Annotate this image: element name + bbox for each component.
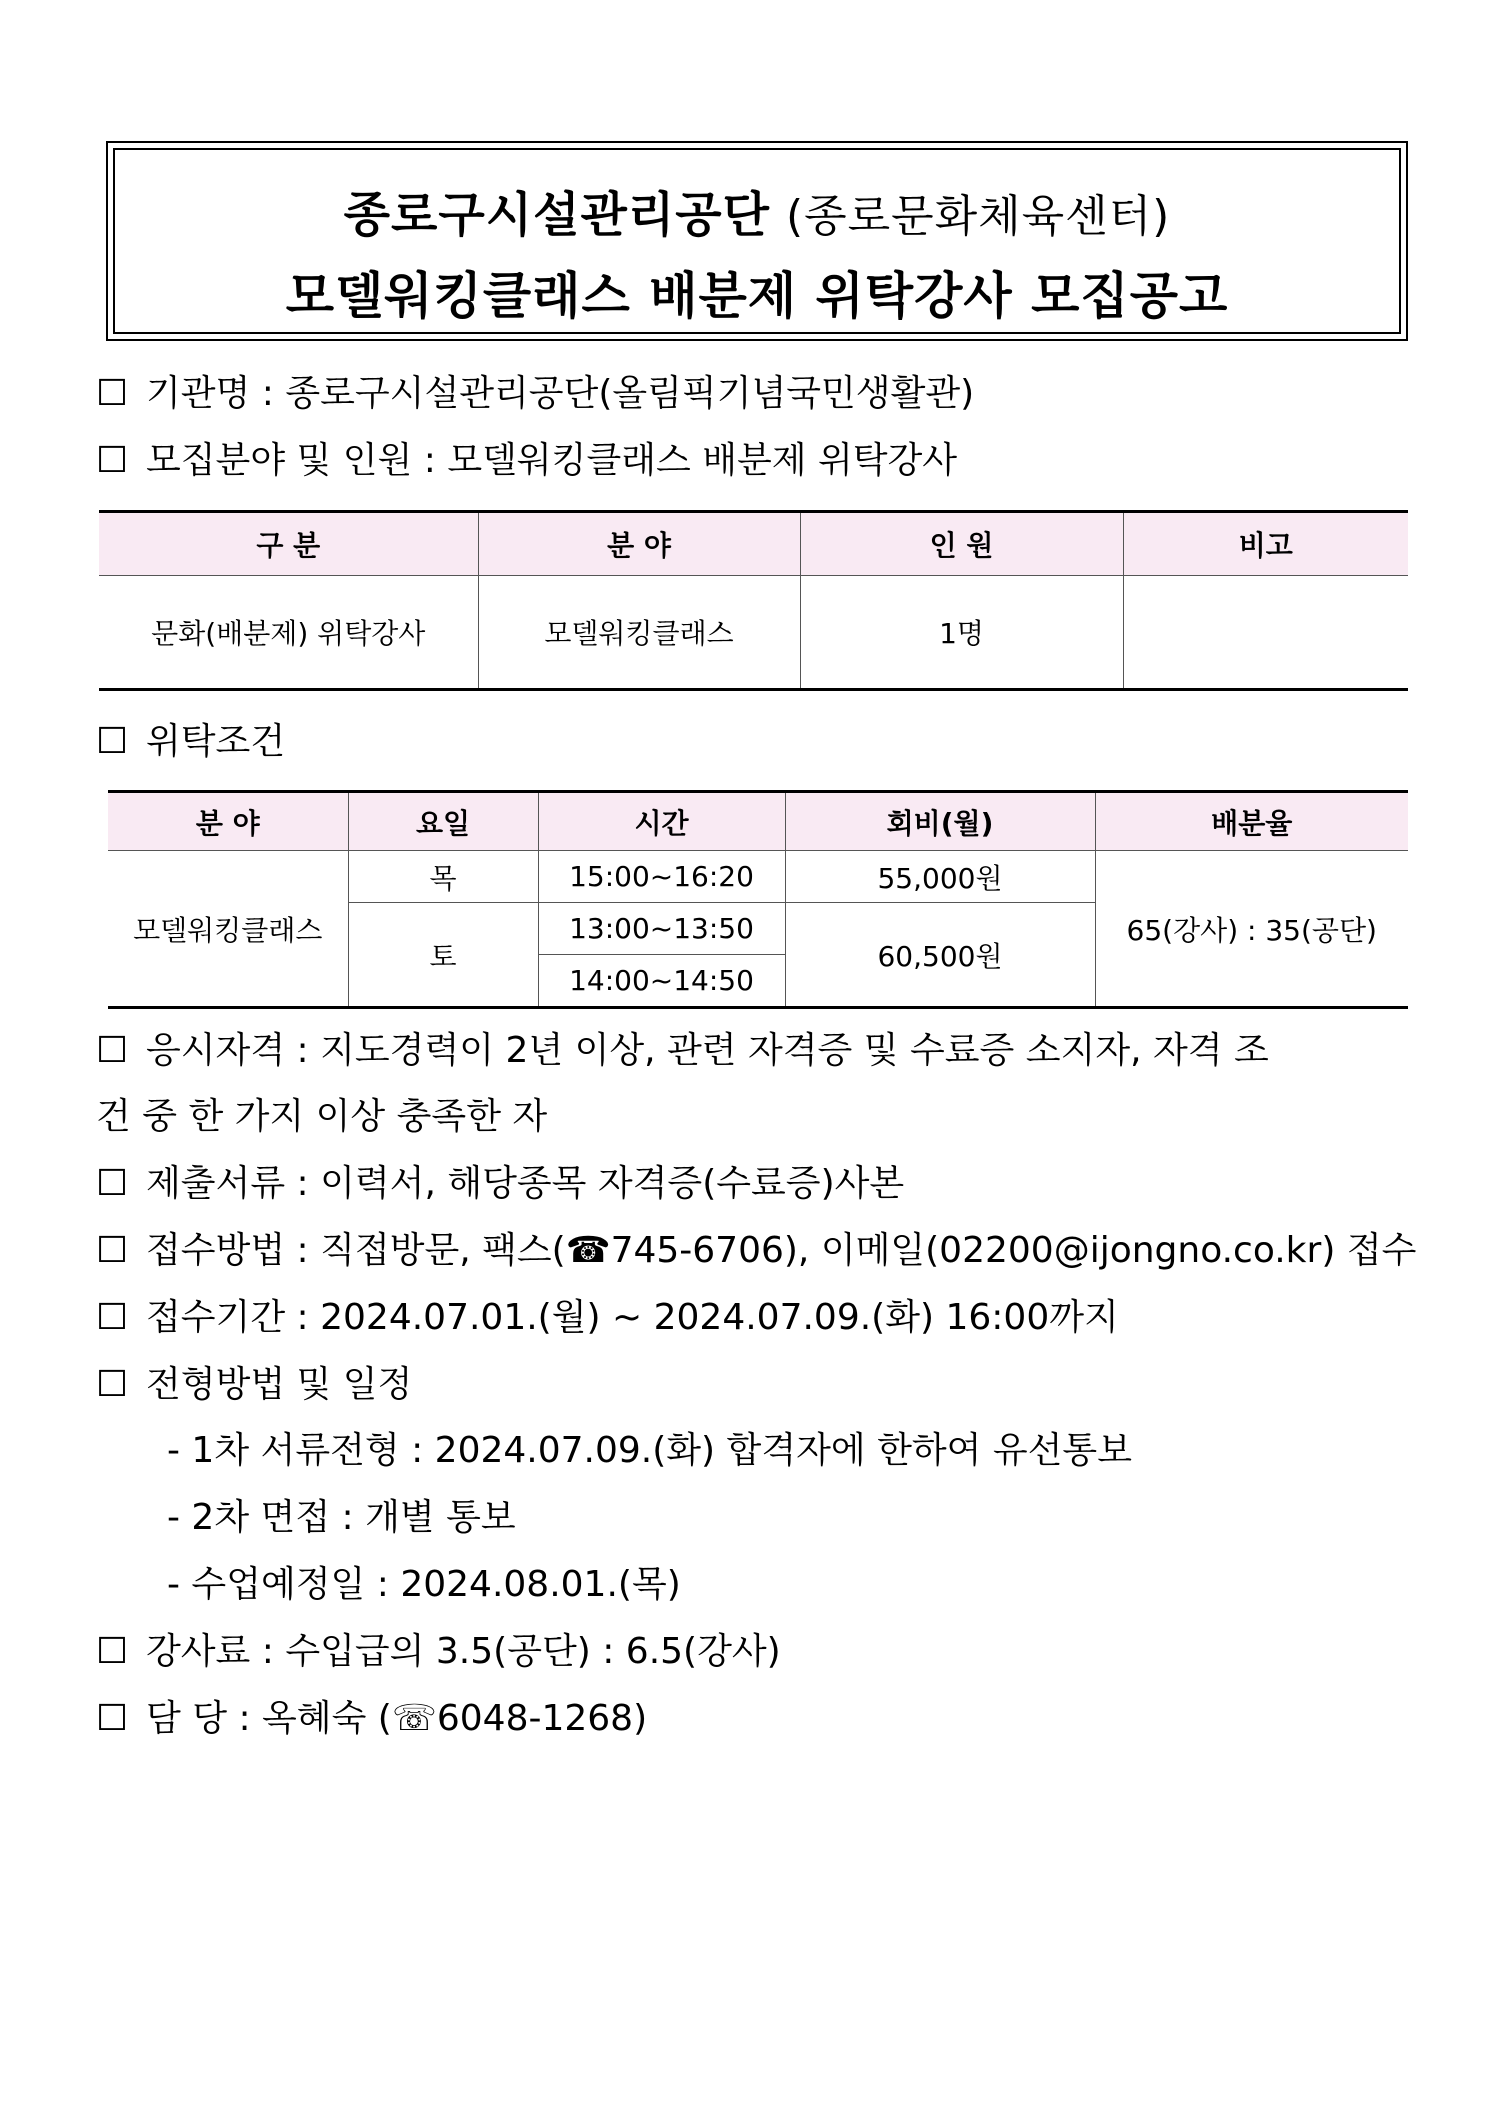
fee-cell: 60,500원 (785, 903, 1095, 1008)
time-cell: 13:00~13:50 (538, 903, 785, 955)
header-cell: 분 야 (478, 512, 800, 576)
header-cell: 구 분 (99, 512, 478, 576)
org-sub: (종로문화체육센터) (785, 191, 1171, 242)
checkbox-icon: ☐ (96, 1631, 129, 1672)
org-name: 종로구시설관리공단 (343, 187, 770, 243)
ratio-cell: 65(강사) : 35(공단) (1095, 851, 1408, 1008)
table-cell (1123, 576, 1408, 690)
conditions-title: 위탁조건 (146, 721, 286, 762)
submission-method-prefix: 접수방법 : 직접방문, 팩스( (146, 1230, 566, 1271)
white-phone-icon: ☏ (391, 1698, 437, 1739)
header-cell: 인 원 (800, 512, 1123, 576)
header-cell: 시간 (538, 792, 785, 851)
selection-item (96, 1356, 412, 1407)
checkbox-icon: ☐ (96, 440, 129, 481)
selection-step: - 1차 서류전형 : 2024.07.09.(화) 합격자에 한하여 유선통보 (167, 1430, 1132, 1471)
fee-cell: 55,000원 (785, 851, 1095, 903)
table-row (108, 851, 1408, 903)
submission-method-fax: 745-6706), 이메일(02200@ijongno.co.kr) 접수 (610, 1230, 1417, 1271)
checkbox-icon: ☐ (96, 1030, 129, 1071)
recruit-table-header (99, 512, 1408, 576)
title-box (106, 141, 1408, 341)
table-row (99, 576, 1408, 690)
black-phone-icon: ☎ (565, 1230, 611, 1271)
field-cell: 모델워킹클래스 (108, 851, 348, 1008)
title-organization (115, 176, 1399, 245)
qualification-item (96, 1022, 1269, 1073)
header-cell: 분 야 (108, 792, 348, 851)
time-cell: 14:00~14:50 (538, 955, 785, 1008)
selection-title: 전형방법 및 일정 (146, 1364, 413, 1405)
documents-text: 제출서류 : 이력서, 해당종목 자격증(수료증)사본 (146, 1163, 905, 1204)
page-title: 모델워킹클래스 배분제 위탁강사 모집공고 (285, 267, 1229, 325)
submission-method-item (96, 1222, 1416, 1273)
agency-item (96, 365, 974, 416)
selection-step: - 2차 면접 : 개별 통보 (167, 1497, 516, 1538)
agency-text: 기관명 : 종로구시설관리공단(올림픽기념국민생활관) (146, 373, 975, 414)
checkbox-icon: ☐ (96, 1364, 129, 1405)
header-cell: 비고 (1123, 512, 1408, 576)
qualification-line2: 건 중 한 가지 이상 충족한 자 (96, 1096, 548, 1137)
day-cell: 토 (348, 903, 538, 1008)
recruit-field-item (96, 432, 957, 483)
header-cell: 회비(월) (785, 792, 1095, 851)
documents-item (96, 1155, 904, 1206)
conditions-table (108, 790, 1408, 1009)
qualification-line1: 응시자격 : 지도경력이 2년 이상, 관련 자격증 및 수료증 소지자, 자격 조 (146, 1030, 1269, 1071)
checkbox-icon: ☐ (96, 1297, 129, 1338)
day-cell: 목 (348, 851, 538, 903)
submission-period-item (96, 1289, 1119, 1340)
table-cell: 문화(배분제) 위탁강사 (99, 576, 478, 690)
contact-label: 담 당 : 옥혜숙 ( (146, 1698, 392, 1739)
table-cell: 1명 (800, 576, 1123, 690)
conditions-item (96, 713, 285, 764)
checkbox-icon: ☐ (96, 1163, 129, 1204)
header-cell: 배분율 (1095, 792, 1408, 851)
recruit-table (99, 510, 1408, 691)
contact-phone: 6048-1268) (436, 1698, 648, 1739)
submission-period-text: 접수기간 : 2024.07.01.(월) ~ 2024.07.09.(화) 16:00까지 (146, 1297, 1119, 1338)
title-inner-frame (113, 148, 1401, 334)
checkbox-icon: ☐ (96, 1230, 129, 1271)
contact-item (96, 1690, 647, 1741)
table-cell: 모델워킹클래스 (478, 576, 800, 690)
lecture-fee-text: 강사료 : 수입급의 3.5(공단) : 6.5(강사) (146, 1631, 781, 1672)
checkbox-icon: ☐ (96, 1698, 129, 1739)
selection-step: - 수업예정일 : 2024.08.01.(목) (167, 1564, 681, 1605)
checkbox-icon: ☐ (96, 721, 129, 762)
header-cell: 요일 (348, 792, 538, 851)
lecture-fee-item (96, 1623, 781, 1674)
recruit-field-text: 모집분야 및 인원 : 모델워킹클래스 배분제 위탁강사 (146, 440, 958, 481)
checkbox-icon: ☐ (96, 373, 129, 414)
time-cell: 15:00~16:20 (538, 851, 785, 903)
conditions-table-header (108, 792, 1408, 851)
